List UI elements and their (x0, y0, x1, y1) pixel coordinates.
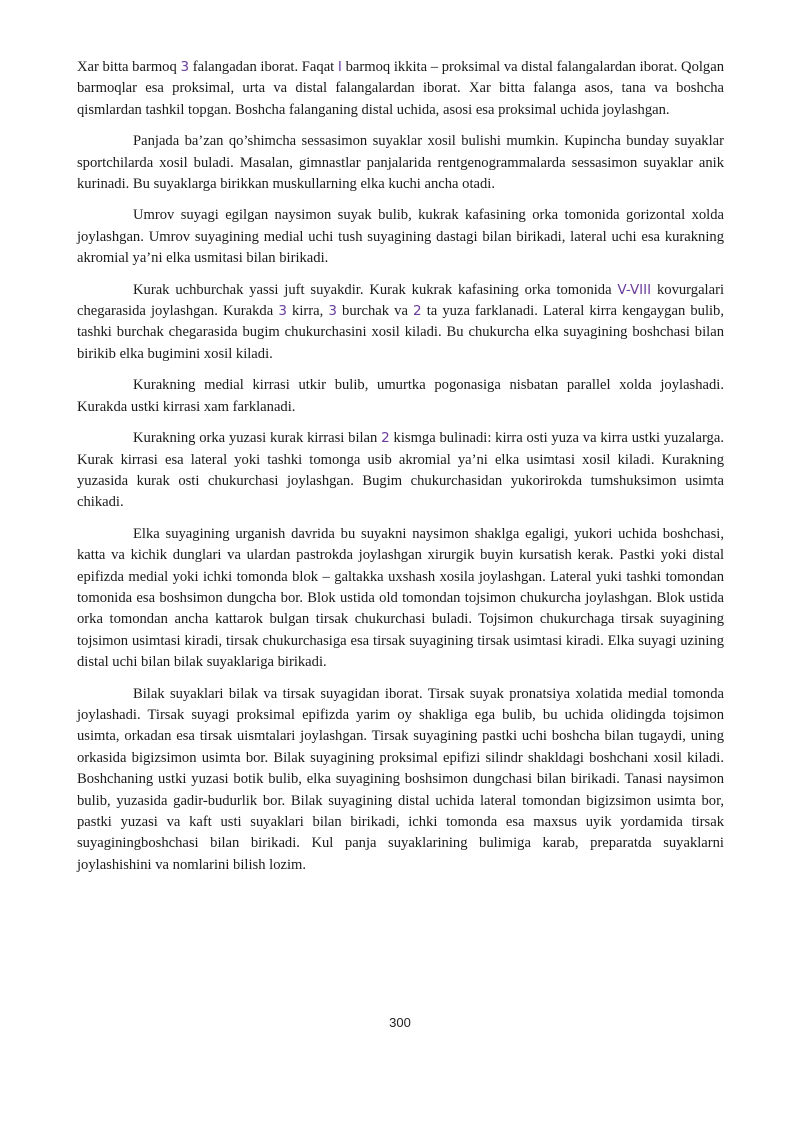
paragraph (77, 524, 724, 674)
paragraph-text: kirra, (286, 303, 329, 320)
paragraph-text: Kurakning orka yuzasi kurak kirrasi bilan (133, 430, 382, 447)
paragraph-text: Elka suyagining urganish davrida bu suyakni naysimon shaklga egaligi, yukori uchida boshchasi, katta va kichik dunglari va ulardan pastrokda joylashgan xirurgik buyin kursatish kerak. Pastki yoki distal epifizda medial yoki ichki tomonda blok – galtakka uxshash xosila joylashgan. Lateral yuki tashki tomondan tomonida esa boshsimon dungcha bor. Blok ustida old tomondan tojsimon chukurcha joylashgan. Blok ustida orka tomondan ancha kattarok bulgan tirsak chukurchasi buladi. Tojsimon chukurchaga tirsak suyagining tojsimon usimtasi kiradi, tirsak chukurchasiga esa tirsak suyagining tirsak usimtasi kiradi. Elka suyagi uzining distal uchi bilan bilak suyaklariga birikadi. (77, 525, 724, 671)
paragraph-text: Xar bitta barmoq (77, 59, 181, 75)
paragraph-text: Panjada ba’zan qo’shimcha sessasimon suyaklar xosil bulishi mumkin. Kupincha bunday suyaklar sportchilarda xosil buladi. Masalan, gimnastlar panjalarida rentgenogrammalarda sessasimon suyaklar anik kurinadi. Bu suyaklarga birikkan muskullarning elka kuchi ancha otadi. (77, 133, 724, 193)
paragraph-text: Umrov suyagi egilgan naysimon suyak bulib, kukrak kafasining orka tomonida gorizontal xolda joylashgan. Umrov suyagining medial uchi tush suyagining dastagi bilan birikadi, lateral uchi esa kurakning akromial ya’ni elka usmitasi bilan birikadi. (77, 207, 724, 267)
paragraph (77, 280, 724, 366)
highlighted-number: V-VIII (617, 281, 652, 298)
paragraph-text: Kurakning medial kirrasi utkir bulib, umurtka pogonasiga nisbatan parallel xolda joylashadi. Kurakda ustki kirrasi xam farklanadi. (77, 377, 724, 415)
paragraph-text: burchak va (336, 303, 414, 320)
highlighted-number: 2 (413, 303, 422, 320)
highlighted-number: I (337, 59, 342, 75)
highlighted-number: 3 (328, 303, 337, 320)
page-number: 300 (389, 1015, 411, 1030)
paragraph-text: kismga bulinadi: kirra osti yuza va kirra ustki yuzalarga. Kurak kirrasi esa lateral yoki tashki tomonga usib akromial ya’ni elka usimtasi xosil kiladi. Kurakning yuzasida kurak osti chukurchasi joylashgan. Bugim chukurchasidan yukorirokda tumshuksimon usimta chikadi. (77, 430, 724, 511)
paragraph (77, 428, 724, 514)
highlighted-number: 3 (278, 303, 287, 320)
paragraph-text: Kurak uchburchak yassi juft suyakdir. Kurak kukrak kafasining orka tomonida (133, 281, 618, 298)
highlighted-number: 3 (180, 59, 190, 75)
paragraph (77, 375, 724, 418)
highlighted-number: 2 (381, 430, 390, 447)
paragraph (77, 57, 724, 121)
paragraph (77, 205, 724, 269)
paragraph-text: Bilak suyaklari bilak va tirsak suyagidan iborat. Tirsak suyak pronatsiya xolatida medial tomonda joylashadi. Tirsak suyagi proksimal epifizda yarim oy shakliga ega bulib, bu uchida olidingda tojsimon usimta, orkadan esa tirsak uismtalari joylashgan. Tirsak suyagining pastki uchi boshcha bilan tugaydi, uning orkasida bigizsimon usimta bor. Bilak suyagining proksimal epifizi silindr shakldagi boshchani xosil kiladi. Boshchaning ustki yuzasi botik bulib, elka suyagining boshsimon dungchasi bilan birikadi. Tanasi naysimon bulib, yuzasida gadir-budurlik bor. Bilak suyagining distal uchida lateral tomondan bigizsimon usimta bor, pastki yuzasi va kaft usti suyaklari bilan birikadi, ichki tomonda esa maxsus uyik yordamida tirsak suyaginingboshchasi bilan birikadi. Kul panja suyaklarining bulimiga karab, preparatda suyaklarni joylashishini va nomlarini bilish lozim. (77, 685, 724, 873)
paragraph (77, 131, 724, 195)
document-body (77, 57, 724, 886)
paragraph-text: ta yuza farklanadi. Lateral kirra kengaygan bulib, tashki burchak chegarasida bugim chukurchasini xosil kiladi. Bu chukurcha elka suyagining boshchasi bilan birikib elka bugimini xosil kiladi. (77, 303, 725, 362)
paragraph-text: kovurgalari chegarasida joylashgan. Kurakda (77, 281, 724, 320)
paragraph-text: falangadan iborat. Faqat (189, 59, 338, 75)
paragraph-text: barmoq ikkita – proksimal va distal falangalardan iborat. Qolgan barmoqlar esa proksimal, urta va distal falangalardan iborat. Xar bitta falanga asos, tana va boshcha qismlardan tashkil topgan. Boshcha falanganing distal uchida, asosi esa proksimal uchida joylashgan. (77, 59, 725, 118)
paragraph (77, 684, 724, 877)
